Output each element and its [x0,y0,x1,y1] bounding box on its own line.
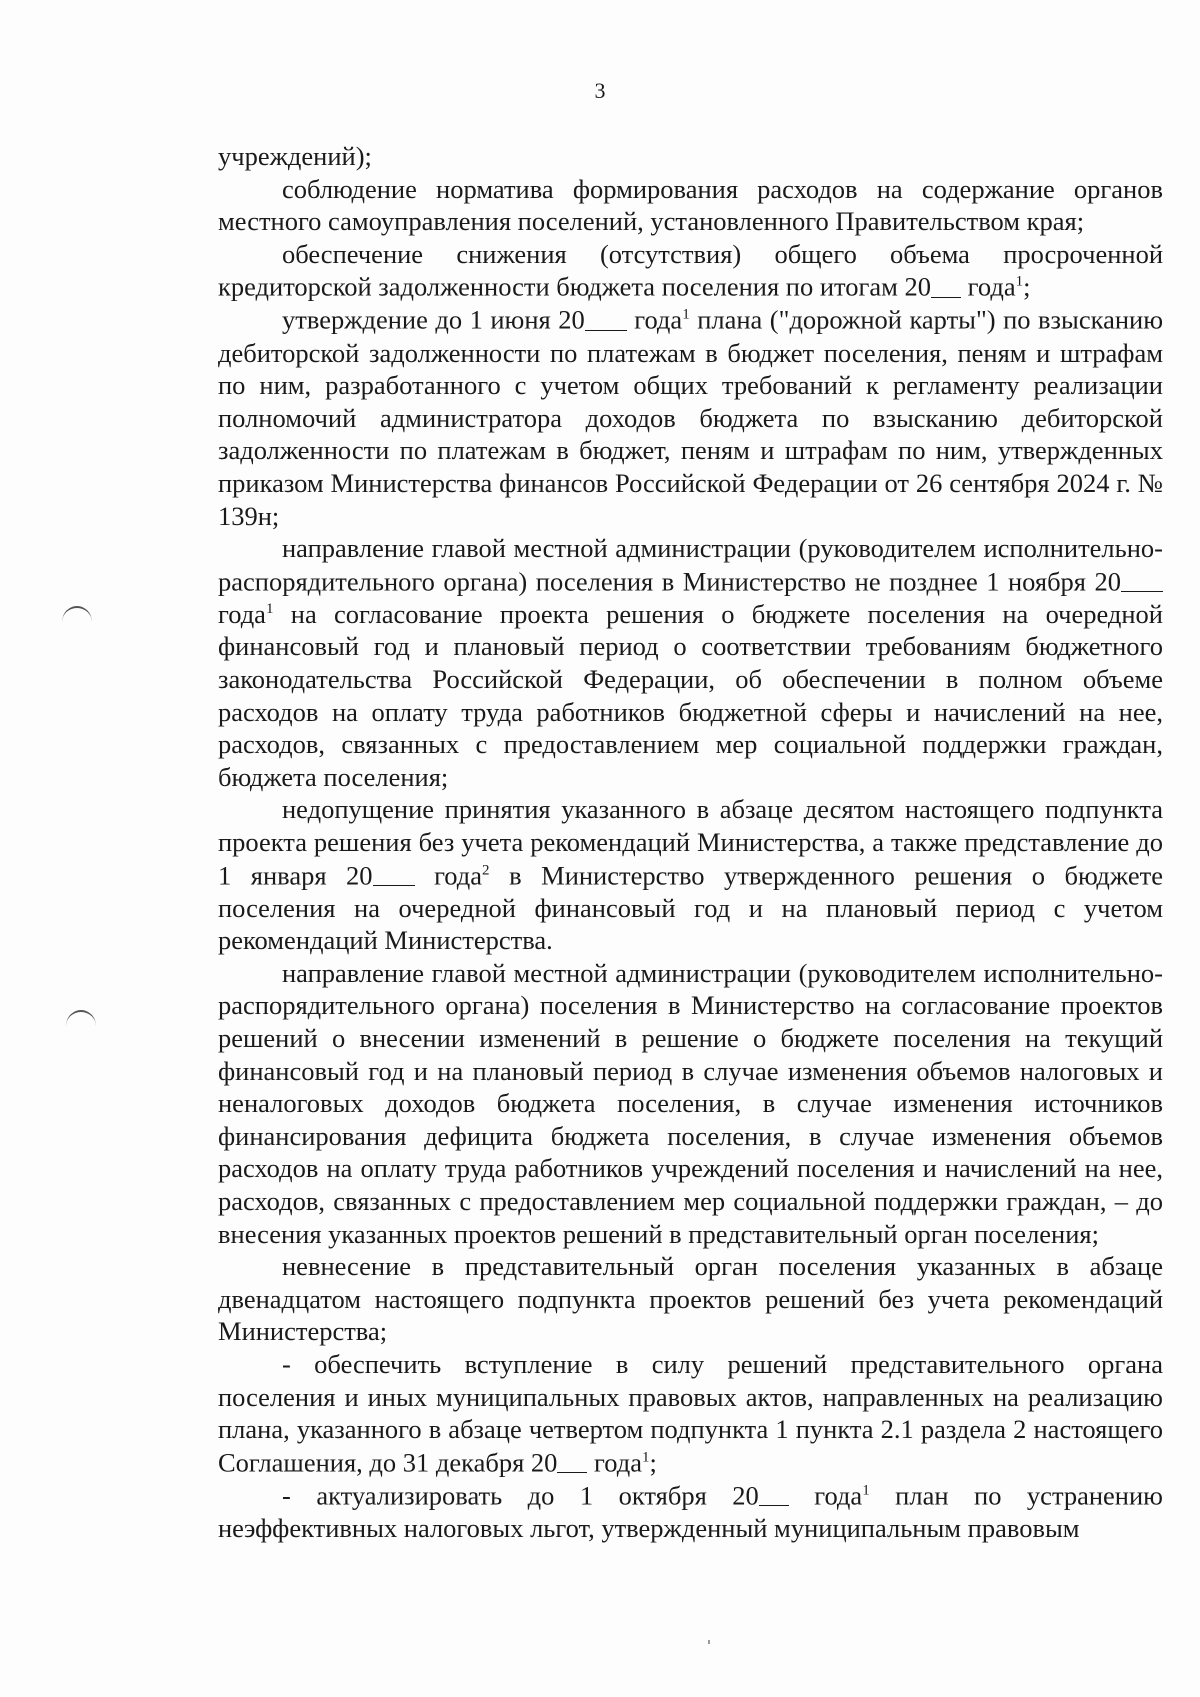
paragraph [218,140,1163,173]
scan-artifact [66,1010,96,1042]
paragraph [218,1250,1163,1348]
paragraph [218,1479,1163,1545]
text-run: года [414,860,483,891]
year-blank [373,859,415,887]
text-run: недопущение принятия указанного в абзаце десятом настоящего подпункта проекта решения без учета рекомендаций Министерства, а также представление до 1 января 20 [218,794,1163,891]
text-run: соблюдение норматива формирования расходов на содержание органов местного самоуправления поселений, установленного Правительством края; [218,173,1163,237]
text-run: учреждений); [218,141,372,171]
text-run: направление главой местной администрации (руководителем исполнительно-распорядительного органа) поселения в Министерство не позднее 1 ноября 20 [218,533,1163,597]
text-run: года [961,271,1016,302]
footnote-ref: 1 [862,1482,870,1499]
paragraph [218,303,1163,532]
text-run: - актуализировать до 1 октября 20 [282,1480,759,1511]
footnote-ref: 2 [482,862,490,879]
document-body [218,140,1163,1545]
text-run: обеспечение снижения (отсутствия) общего объема просроченной кредиторской задолженности бюджета поселения по итогам 20 [218,238,1163,302]
text-run: - обеспечить вступление в силу решений представительного органа поселения и иных муниципальных правовых актов, направленных на реализацию плана, указанного в абзаце четвертом подпункта 1 пункта 2.1 раздела 2 настоящего Соглашения, до 31 декабря 20 [218,1348,1163,1478]
year-blank [1121,565,1163,593]
text-run: на согласование проекта решения о бюджете поселения на очередной финансовый год и плановый период о соответствии требованиям бюджетного законодательства Российской Федерации, об обеспечении в полном объеме расходов на оплату труда работников бюджетной сферы и начислений на нее, расходов, связанных с предоставлением мер социальной поддержки граждан, бюджета поселения; [218,598,1163,792]
text-run: года [626,304,683,335]
footnote-ref: 1 [1015,274,1024,291]
paragraph [218,957,1163,1250]
text-run: ; [649,1447,657,1478]
footnote-ref: 1 [265,600,274,617]
footnote-ref: 1 [682,307,690,324]
text-run: года [218,598,266,629]
text-run: в Министерство утвержденного решения о бюджете поселения на очередной финансовый год и на плановый период с учетом рекомендаций Министерства. [218,860,1163,956]
scan-artifact [708,1640,710,1644]
text-run: года [587,1447,642,1478]
paragraph [218,532,1163,793]
text-run: план по устранению неэффективных налоговых льгот, утвержденный муниципальным правовым [218,1480,1163,1543]
year-blank [585,303,627,331]
text-run: ; [1023,271,1031,302]
text-run: утверждение до 1 июня 20 [282,304,585,335]
scan-artifact [62,606,92,638]
year-blank [557,1446,587,1474]
text-run: года [788,1480,863,1511]
year-blank [759,1479,789,1507]
paragraph [218,793,1163,956]
paragraph [218,238,1163,304]
year-blank [931,270,961,298]
footnote-ref: 1 [642,1449,650,1466]
page-number: 3 [594,78,606,103]
text-run: плана ("дорожной карты") по взысканию дебиторской задолженности по платежам в бюджет поселения, пеням и штрафам по ним, разработанного с учетом общих требований к регламенту реализации полномочий администратора доходов бюджета по взысканию дебиторской задолженности по платежам в бюджет, пеням и штрафам по ним, утвержденных приказом Министерства финансов Российской Федерации от 26 сентября 2024 г. № 139н; [218,304,1163,531]
text-run: направление главой местной администрации (руководителем исполнительно-распорядительного органа) поселения в Министерство на согласование проектов решений о внесении изменений в решение о бюджете поселения на текущий финансовый год и на плановый период в случае изменения объемов налоговых и неналоговых доходов бюджета поселения, в случае изменения источников финансирования дефицита бюджета поселения, в случае изменения объемов расходов на оплату труда работников учреждений поселения и начислений на нее, расходов, связанных с предоставлением мер социальной поддержки граждан, – до внесения указанных проектов решений в представительный орган поселения; [218,957,1163,1249]
text-run: невнесение в представительный орган поселения указанных в абзаце двенадцатом настоящего подпункта проектов решений без учета рекомендаций Министерства; [218,1251,1163,1347]
paragraph [218,173,1163,238]
paragraph [218,1348,1163,1479]
